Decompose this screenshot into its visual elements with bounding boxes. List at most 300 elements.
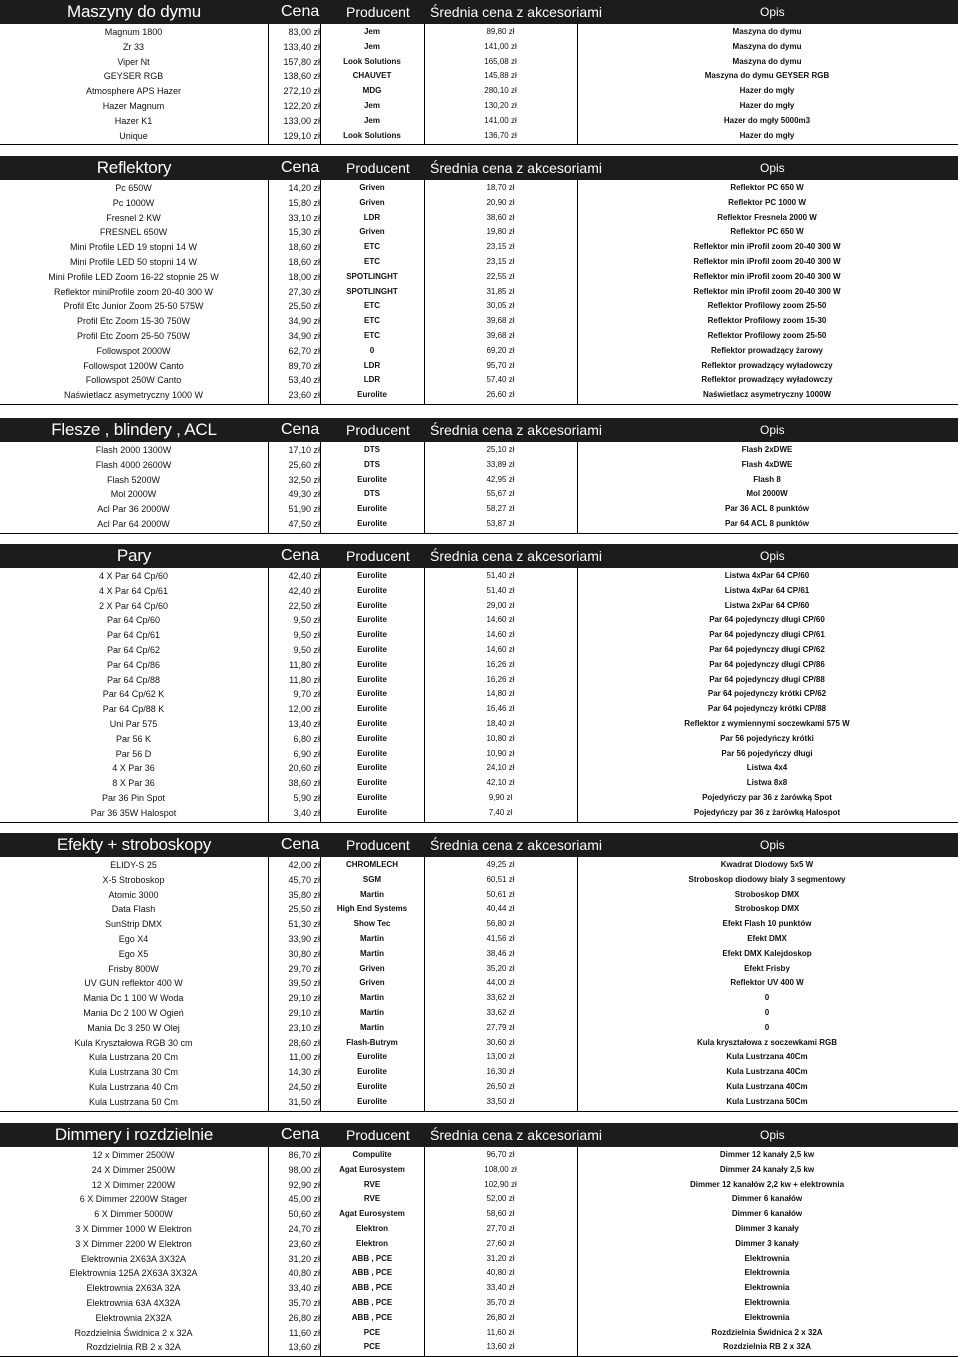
cell-producer: Martin — [360, 948, 384, 958]
table-row — [0, 1266, 960, 1281]
column-divider — [424, 1147, 425, 1356]
cell-average-price: 26,80 zł — [486, 1312, 515, 1322]
table-row — [0, 1178, 960, 1193]
cell-producer: Eurolite — [357, 585, 387, 595]
cell-average-price: 20,90 zł — [486, 197, 515, 207]
cell-equipment-name: 6 X Dimmer 2200W Stager — [79, 1194, 188, 1205]
table-row — [0, 976, 960, 991]
cell-price: 33,90 zł — [288, 934, 320, 944]
cell-price: 12,00 zł — [288, 704, 320, 715]
cell-average-price: 55,67 zł — [486, 489, 515, 499]
cell-producer: Eurolite — [357, 778, 387, 788]
cell-equipment-name: 3 X Dimmer 1000 W Elektron — [75, 1224, 192, 1234]
header-srednia-cena: Średnia cena z akcesoriami — [430, 4, 602, 20]
cell-equipment-name: Par 36 35W Halospot — [90, 807, 177, 818]
cell-price: 9,70 zł — [293, 689, 320, 700]
table-row — [0, 902, 960, 917]
header-srednia-cena: Średnia cena z akcesoriami — [430, 837, 602, 853]
cell-average-price: 58,60 zł — [486, 1209, 515, 1219]
table-row — [0, 1311, 960, 1326]
table-row — [0, 717, 960, 732]
cell-average-price: 14,60 zł — [486, 615, 515, 625]
table-row — [0, 1080, 960, 1095]
cell-equipment-name: Hazer K1 — [114, 115, 153, 126]
cell-description: Reflektor min iProfil zoom 20-40 300 W — [693, 242, 841, 252]
column-divider — [268, 1147, 269, 1356]
cell-price: 22,50 zł — [288, 600, 320, 611]
table-row — [0, 285, 960, 300]
cell-price: 42,00 zł — [288, 860, 320, 870]
table-row — [0, 270, 960, 285]
cell-equipment-name: Fresnel 2 KW — [106, 212, 161, 223]
cell-description: Dimmer 6 kanałów — [731, 1209, 803, 1219]
cell-producer: PCE — [363, 1327, 381, 1337]
cell-price: 51,30 zł — [288, 919, 320, 930]
cell-equipment-name: Followspot 2000W — [96, 345, 171, 356]
cell-description: Reflektor PC 650 W — [730, 227, 804, 237]
table-row — [0, 84, 960, 99]
cell-equipment-name: Mini Profile LED 50 stopni 14 W — [69, 257, 198, 267]
cell-average-price: 38,60 zł — [486, 212, 515, 222]
cell-price: 92,90 zł — [288, 1179, 320, 1190]
cell-average-price: 11,60 zł — [486, 1327, 515, 1337]
section-title: Maszyny do dymu — [67, 2, 201, 21]
cell-equipment-name: Profil Etc Zoom 15-30 750W — [76, 316, 191, 327]
cell-equipment-name: Acl Par 36 2000W — [97, 504, 170, 515]
cell-average-price: 102,90 zł — [484, 1179, 517, 1189]
cell-description: Hazer do mgły — [739, 130, 795, 140]
cell-average-price: 18,70 zł — [486, 183, 515, 192]
cell-producer: Eurolite — [357, 659, 387, 669]
cell-average-price: 42,10 zł — [486, 778, 515, 788]
table-row — [0, 962, 960, 977]
cell-equipment-name: Magnum 1800 — [104, 27, 163, 37]
cell-average-price: 23,15 zł — [486, 242, 515, 252]
cell-price: 133,00 zł — [283, 115, 320, 126]
header-opis: Opis — [760, 838, 785, 852]
cell-description: Dimmer 3 kanały — [735, 1224, 799, 1233]
table-row — [0, 114, 960, 129]
cell-average-price: 30,60 zł — [486, 1037, 515, 1047]
cell-average-price: 14,80 zł — [486, 689, 515, 699]
cell-equipment-name: Profil Etc Junior Zoom 25-50 575W — [63, 301, 204, 312]
cell-producer: Look Solutions — [343, 56, 401, 66]
cell-producer: DTS — [364, 489, 380, 499]
cell-average-price: 23,15 zł — [486, 257, 515, 266]
cell-description: Hazer do mgły — [739, 86, 795, 96]
table-row — [0, 517, 960, 532]
cell-equipment-name: X-5 Stroboskop — [102, 874, 165, 885]
cell-description: Reflektor min iProfil zoom 20-40 300 W — [693, 271, 841, 281]
table-row — [0, 240, 960, 255]
table-row — [0, 673, 960, 688]
cell-price: 9,50 zł — [293, 615, 320, 626]
cell-average-price: 108,00 zł — [484, 1164, 517, 1174]
cell-description: Reflektor Profilowy zoom 15-30 — [707, 316, 827, 326]
cell-equipment-name: Ego X4 — [118, 934, 149, 944]
cell-description: Rozdzielnia RB 2 x 32A — [722, 1342, 812, 1352]
table-row — [0, 69, 960, 84]
cell-equipment-name: Mania Dc 2 100 W Ogień — [83, 1008, 184, 1018]
cell-producer: Eurolite — [357, 719, 387, 728]
table-row — [0, 373, 960, 388]
cell-price: 45,70 zł — [288, 874, 320, 885]
cell-producer: Jem — [363, 101, 380, 110]
table-row — [0, 917, 960, 932]
cell-equipment-name: 6 X Dimmer 5000W — [94, 1209, 173, 1220]
cell-description: Reflektor UV 400 W — [730, 978, 804, 988]
section-title: Efekty + stroboskopy — [56, 835, 212, 854]
header-opis: Opis — [760, 423, 785, 437]
cell-description: Par 64 pojedynczy długi CP/86 — [709, 659, 825, 669]
cell-producer: Jem — [363, 115, 380, 125]
cell-producer: RVE — [363, 1194, 381, 1204]
cell-price: 25,50 zł — [288, 301, 320, 312]
cell-description: Dimmer 24 kanały 2,5 kw — [719, 1164, 815, 1174]
cell-description: Par 64 pojedynczy krótki CP/88 — [707, 704, 827, 714]
header-cena: Cena — [281, 159, 320, 176]
table-row — [0, 1192, 960, 1207]
cell-description: Listwa 4x4 — [746, 763, 788, 773]
cell-producer: Eurolite — [357, 504, 387, 514]
cell-average-price: 89,80 zł — [486, 27, 515, 36]
cell-producer: LDR — [363, 212, 381, 222]
cell-description: 0 — [764, 993, 770, 1003]
header-producent: Producent — [346, 837, 410, 853]
cell-average-price: 18,40 zł — [486, 719, 515, 728]
cell-equipment-name: Kula Lustrzana 40 Cm — [88, 1082, 179, 1092]
cell-average-price: 30,05 zł — [486, 301, 515, 311]
table-row — [0, 211, 960, 226]
cell-price: 50,60 zł — [288, 1209, 320, 1220]
cell-equipment-name: Frisby 800W — [108, 963, 159, 974]
table-row — [0, 1252, 960, 1267]
cell-producer: LDR — [363, 375, 381, 385]
section-bottom-rule — [0, 144, 958, 145]
table-row — [0, 858, 960, 873]
cell-producer: Martin — [360, 934, 384, 943]
cell-producer: Martin — [360, 1022, 384, 1032]
cell-description: Listwa 4xPar 64 CP/60 — [724, 571, 810, 580]
column-divider — [268, 568, 269, 822]
table-row — [0, 888, 960, 903]
cell-description: Hazer do mgły — [739, 101, 795, 110]
cell-price: 31,50 zł — [288, 1096, 320, 1107]
cell-price: 45,00 zł — [288, 1194, 320, 1205]
column-divider — [320, 24, 321, 144]
cell-price: 138,60 zł — [283, 71, 320, 82]
table-row — [0, 947, 960, 962]
cell-producer: Eurolite — [357, 1067, 387, 1077]
cell-description: Efekt DMX — [747, 934, 787, 943]
cell-producer: LDR — [363, 360, 381, 370]
cell-price: 31,20 zł — [288, 1253, 320, 1264]
cell-equipment-name: ELIDY-S 25 — [110, 860, 157, 870]
cell-price: 11,80 zł — [289, 674, 320, 685]
cell-average-price: 19,80 zł — [486, 227, 515, 237]
cell-description: Hazer do mgły 5000m3 — [723, 115, 811, 125]
cell-average-price: 13,60 zł — [486, 1342, 515, 1352]
cell-price: 39,50 zł — [288, 978, 320, 989]
cell-equipment-name: Elektrownia 63A 4X32A — [86, 1298, 181, 1308]
cell-equipment-name: 4 X Par 36 — [112, 763, 155, 774]
table-row — [0, 1281, 960, 1296]
cell-price: 20,60 zł — [288, 763, 320, 774]
cell-equipment-name: 4 X Par 64 Cp/61 — [98, 585, 169, 596]
cell-description: Reflektor z wymiennymi soczewkami 575 W — [684, 719, 850, 728]
table-row — [0, 687, 960, 702]
table-row — [0, 1021, 960, 1036]
cell-producer: SPOTLINGHT — [346, 286, 398, 296]
column-divider — [424, 442, 425, 533]
cell-average-price: 29,00 zł — [486, 600, 515, 610]
table-row — [0, 458, 960, 473]
cell-price: 26,80 zł — [288, 1312, 320, 1323]
cell-equipment-name: Hazer Magnum — [102, 101, 165, 111]
cell-producer: Eurolite — [357, 600, 387, 610]
cell-price: 129,10 zł — [283, 130, 320, 141]
header-srednia-cena: Średnia cena z akcesoriami — [430, 160, 602, 176]
table-row — [0, 473, 960, 488]
cell-average-price: 31,20 zł — [486, 1253, 515, 1263]
cell-producer: 0 — [369, 345, 375, 355]
table-row — [0, 255, 960, 270]
cell-description: Maszyna do dymu — [732, 27, 802, 36]
cell-producer: Eurolite — [357, 571, 387, 580]
cell-producer: Eurolite — [357, 704, 387, 714]
cell-equipment-name: Acl Par 64 2000W — [97, 519, 170, 529]
cell-average-price: 26,60 zł — [486, 390, 515, 400]
cell-average-price: 96,70 zł — [486, 1150, 515, 1159]
header-cena: Cena — [281, 421, 320, 438]
cell-description: Elektrownia — [744, 1298, 790, 1307]
cell-average-price: 57,40 zł — [486, 375, 515, 385]
cell-price: 157,80 zł — [283, 56, 320, 67]
table-row — [0, 129, 960, 144]
cell-average-price: 60,51 zł — [486, 874, 515, 884]
column-divider — [320, 442, 321, 533]
cell-description: Reflektor Profilowy zoom 25-50 — [707, 301, 827, 311]
cell-producer: Eurolite — [357, 645, 387, 654]
cell-description: Flash 8 — [753, 474, 781, 484]
cell-average-price: 10,90 zł — [486, 748, 515, 758]
cell-equipment-name: Par 64 Cp/62 — [106, 645, 161, 655]
cell-description: Listwa 8x8 — [746, 778, 788, 788]
cell-average-price: 27,70 zł — [486, 1224, 515, 1233]
cell-producer: ABB , PCE — [351, 1253, 393, 1263]
cell-producer: Agat Eurosystem — [339, 1164, 405, 1174]
cell-description: Pojedyńczy par 36 z żarówką Halospot — [693, 807, 841, 817]
table-row — [0, 1163, 960, 1178]
section-header — [0, 1123, 958, 1147]
cell-price: 15,80 zł — [288, 197, 320, 208]
cell-equipment-name: Followspot 250W Canto — [85, 375, 182, 386]
table-row — [0, 1006, 960, 1021]
cell-equipment-name: Par 64 Cp/61 — [106, 630, 161, 641]
header-opis: Opis — [760, 549, 785, 563]
cell-equipment-name: Uni Par 575 — [109, 719, 158, 729]
cell-description: Par 64 pojedynczy krótki CP/62 — [707, 689, 827, 699]
cell-price: 35,70 zł — [288, 1298, 320, 1308]
cell-producer: ETC — [364, 301, 380, 311]
cell-price: 32,50 zł — [288, 474, 320, 485]
header-opis: Opis — [760, 161, 785, 175]
cell-producer: Eurolite — [357, 674, 387, 684]
table-row — [0, 1340, 960, 1355]
table-row — [0, 1296, 960, 1311]
section-title: Pary — [116, 546, 152, 565]
section-title: Reflektory — [96, 158, 172, 177]
cell-average-price: 7,40 zł — [488, 807, 513, 817]
cell-equipment-name: Kula Lustrzana 30 Cm — [88, 1067, 179, 1078]
table-row — [0, 181, 960, 196]
cell-price: 23,60 zł — [288, 1238, 320, 1249]
cell-equipment-name: Rozdzielnia RB 2 x 32A — [86, 1342, 181, 1353]
cell-average-price: 14,60 zł — [486, 645, 515, 654]
cell-description: Reflektor Fresnela 2000 W — [717, 212, 817, 222]
header-producent: Producent — [346, 548, 410, 564]
cell-average-price: 16,46 zł — [486, 704, 515, 714]
cell-average-price: 9,90 zł — [488, 793, 513, 802]
cell-average-price: 24,10 zł — [486, 763, 515, 773]
table-row — [0, 599, 960, 614]
table-row — [0, 873, 960, 888]
cell-equipment-name: 8 X Par 36 — [112, 778, 155, 789]
cell-average-price: 25,10 zł — [486, 445, 515, 454]
column-divider — [424, 568, 425, 822]
cell-equipment-name: Flash 4000 2600W — [95, 459, 172, 470]
cell-producer: Griven — [359, 183, 385, 192]
column-divider — [268, 180, 269, 404]
cell-description: Kula Lustrzana 50Cm — [726, 1096, 808, 1106]
cell-equipment-name: Elektrownia 2X32A — [95, 1312, 172, 1323]
cell-producer: Eurolite — [357, 748, 387, 758]
cell-producer: Martin — [360, 889, 384, 899]
cell-producer: Eurolite — [357, 763, 387, 773]
cell-description: Reflektor min iProfil zoom 20-40 300 W — [693, 286, 841, 296]
cell-equipment-name: Ego X5 — [118, 948, 149, 959]
table-row — [0, 1148, 960, 1163]
cell-description: 0 — [764, 1008, 770, 1017]
cell-producer: ETC — [364, 242, 380, 252]
cell-equipment-name: Data Flash — [111, 904, 156, 915]
cell-average-price: 49,25 zł — [486, 860, 515, 869]
table-row — [0, 40, 960, 55]
column-divider — [577, 24, 578, 144]
column-divider — [268, 442, 269, 533]
cell-price: 14,20 zł — [288, 183, 320, 193]
table-row — [0, 702, 960, 717]
table-row — [0, 443, 960, 458]
cell-equipment-name: GEYSER RGB — [103, 71, 164, 82]
table-row — [0, 613, 960, 628]
cell-description: Par 64 pojedynczy długi CP/61 — [709, 630, 825, 640]
cell-average-price: 16,26 zł — [486, 659, 515, 669]
header-cena: Cena — [281, 547, 320, 564]
cell-producer: Eurolite — [357, 733, 387, 743]
cell-price: 25,60 zł — [288, 459, 320, 470]
cell-producer: Look Solutions — [343, 130, 401, 140]
cell-description: Kwadrat Diodowy 5x5 W — [720, 860, 814, 869]
column-divider — [268, 24, 269, 144]
cell-price: 24,50 zł — [288, 1082, 320, 1092]
cell-average-price: 31,85 zł — [486, 286, 515, 296]
cell-price: 23,60 zł — [288, 390, 320, 401]
section-header — [0, 156, 958, 180]
cell-equipment-name: Mania Dc 3 250 W Olej — [87, 1022, 180, 1033]
cell-price: 47,50 zł — [288, 519, 320, 529]
cell-producer: ETC — [364, 257, 380, 266]
cell-producer: MDG — [362, 86, 382, 96]
cell-equipment-name: Kula Kryształowa RGB 30 cm — [74, 1037, 193, 1048]
cell-price: 53,40 zł — [288, 375, 320, 386]
cell-description: Reflektor PC 650 W — [730, 183, 804, 192]
cell-description: Kula Lustrzana 40Cm — [726, 1082, 808, 1091]
cell-description: Par 64 pojedynczy długi CP/60 — [709, 615, 825, 625]
cell-price: 272,10 zł — [283, 86, 320, 97]
cell-equipment-name: Elektrownia 2X63A 32A — [86, 1283, 181, 1294]
cell-price: 38,60 zł — [288, 778, 320, 789]
cell-description: Par 64 ACL 8 punktów — [724, 519, 810, 528]
cell-description: Dimmer 12 kanały 2,5 kw — [719, 1150, 815, 1159]
cell-average-price: 40,80 zł — [486, 1268, 515, 1278]
header-cena: Cena — [281, 836, 320, 853]
cell-producer: Eurolite — [357, 519, 387, 528]
cell-price: 6,90 zł — [293, 748, 320, 759]
cell-average-price: 51,40 zł — [486, 585, 515, 595]
cell-equipment-name: Pc 650W — [115, 183, 152, 193]
cell-producer: Jem — [363, 27, 380, 36]
table-row — [0, 747, 960, 762]
cell-producer: Compulite — [352, 1150, 392, 1159]
header-producent: Producent — [346, 422, 410, 438]
header-srednia-cena: Średnia cena z akcesoriami — [430, 548, 602, 564]
cell-producer: Griven — [359, 197, 385, 207]
column-divider — [320, 1147, 321, 1356]
cell-producer: ABB , PCE — [351, 1268, 393, 1278]
cell-price: 42,40 zł — [288, 585, 320, 596]
cell-description: Par 56 pojedyńczy krótki — [720, 733, 814, 743]
table-row — [0, 643, 960, 658]
cell-price: 33,40 zł — [288, 1283, 320, 1294]
cell-equipment-name: Par 64 Cp/86 — [106, 659, 161, 670]
column-divider — [424, 857, 425, 1111]
cell-equipment-name: Elektrownia 2X63A 3X32A — [80, 1253, 187, 1264]
section-bottom-rule — [0, 533, 958, 534]
cell-price: 51,90 zł — [288, 504, 320, 515]
cell-price: 35,80 zł — [288, 889, 320, 900]
cell-producer: Martin — [360, 993, 384, 1003]
cell-equipment-name: 2 X Par 64 Cp/60 — [98, 600, 169, 611]
cell-equipment-name: Elektrownia 125A 2X63A 3X32A — [69, 1268, 198, 1279]
cell-price: 11,60 zł — [289, 1327, 320, 1338]
cell-producer: ETC — [364, 316, 380, 326]
cell-producer: Flash-Butrym — [346, 1037, 398, 1047]
cell-equipment-name: Par 64 Cp/62 K — [102, 689, 165, 700]
cell-description: Elektrownia — [744, 1268, 790, 1278]
cell-producer: DTS — [364, 459, 380, 469]
cell-producer: Griven — [359, 963, 385, 973]
cell-equipment-name: Mania Dc 1 100 W Woda — [83, 993, 184, 1004]
cell-average-price: 41,56 zł — [486, 934, 515, 943]
cell-equipment-name: SunStrip DMX — [104, 919, 163, 930]
cell-price: 15,30 zł — [288, 227, 320, 238]
cell-price: 49,30 zł — [288, 489, 320, 500]
cell-average-price: 39,68 zł — [486, 331, 515, 340]
cell-description: Kula Lustrzana 40Cm — [726, 1052, 808, 1062]
cell-average-price: 141,00 zł — [484, 115, 517, 125]
cell-producer: Show Tec — [353, 919, 391, 929]
